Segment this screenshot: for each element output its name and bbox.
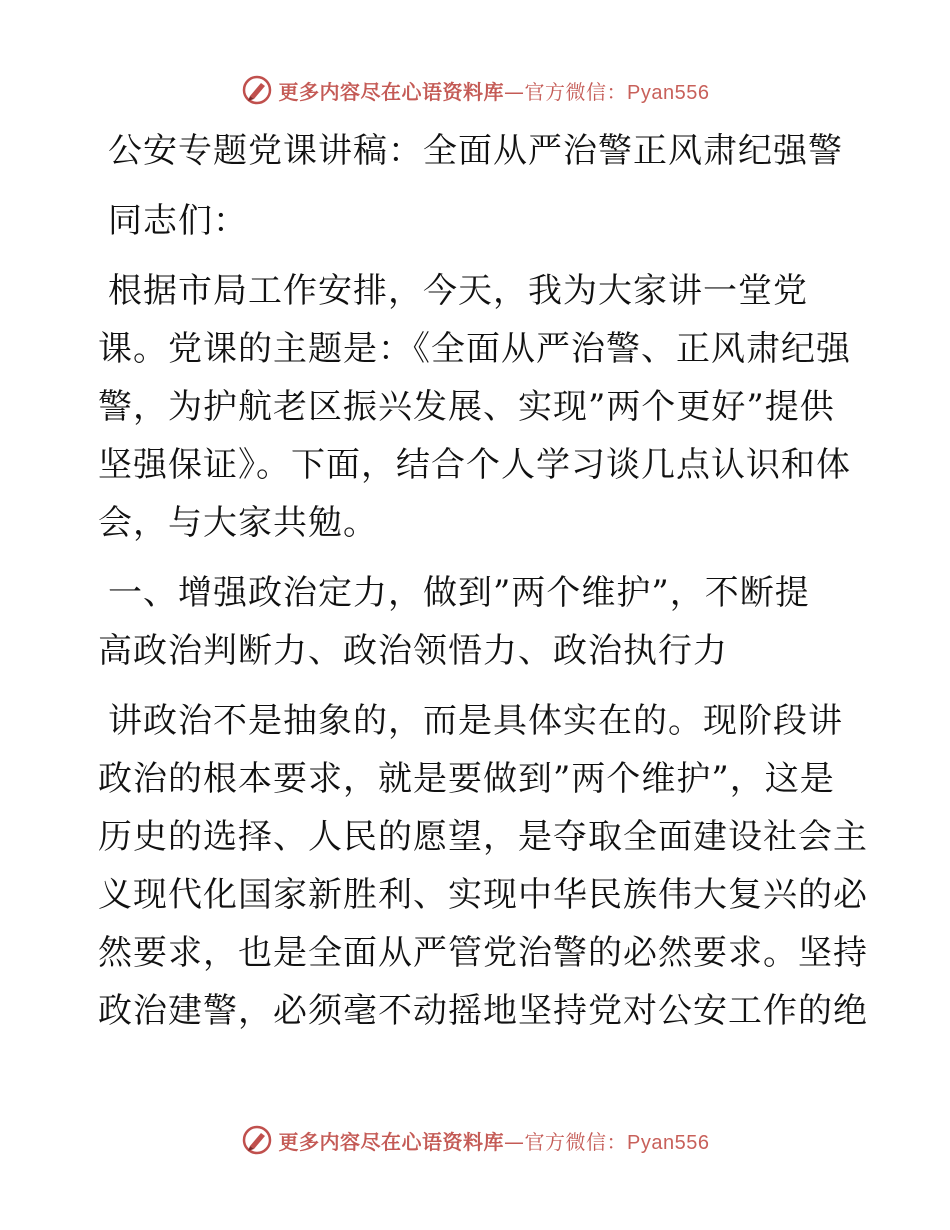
- header-wechat-id: Pyan556: [627, 81, 710, 104]
- heading-line: 一、增强政治定力，做到”两个维护”，不断提: [108, 573, 810, 613]
- paragraph-line: 义现代化国家新胜利、实现中华民族伟大复兴的必: [98, 875, 868, 915]
- paragraph-line: 政治建警，必须毫不动摇地坚持党对公安工作的绝: [98, 991, 868, 1031]
- heading-line: 高政治判断力、政治领悟力、政治执行力: [98, 631, 728, 671]
- paragraph-1: [98, 262, 850, 552]
- salutation: 同志们：: [108, 201, 248, 241]
- paragraph-line: 历史的选择、人民的愿望，是夺取全面建设社会主: [98, 817, 868, 857]
- paragraph-line: 根据市局工作安排，今天，我为大家讲一堂党: [108, 271, 808, 311]
- footer-wechat-label: 官方微信：: [524, 1129, 628, 1154]
- paragraph-line: 课。党课的主题是：《全面从严治警、正风肃纪强: [98, 329, 851, 369]
- paragraph-line: 警，为护航老区振兴发展、实现”两个更好”提供: [98, 387, 835, 427]
- paragraph-line: 会，与大家共勉。: [98, 503, 378, 543]
- footer-banner: [0, 1120, 950, 1160]
- paragraph-line: 然要求，也是全面从严管党治警的必然要求。坚持: [98, 933, 868, 973]
- paragraph-line: 政治的根本要求，就是要做到”两个维护”，这是: [98, 759, 835, 799]
- footer-separator: —: [504, 1129, 525, 1154]
- pen-logo-icon: [241, 1124, 273, 1156]
- document-title: 公安专题党课讲稿：全面从严治警正风肃纪强警: [108, 131, 843, 171]
- paragraph-2: [98, 692, 868, 1040]
- header-banner-text: [279, 76, 710, 105]
- document-body: [98, 122, 868, 1040]
- footer-wechat-id: Pyan556: [627, 1131, 710, 1154]
- header-wechat-label: 官方微信：: [524, 79, 628, 104]
- pen-logo-icon: [241, 74, 273, 106]
- header-separator: —: [504, 79, 525, 104]
- footer-banner-text: [279, 1126, 710, 1155]
- header-brand: 更多内容尽在心语资料库: [278, 79, 505, 104]
- footer-brand: 更多内容尽在心语资料库: [278, 1129, 505, 1154]
- header-banner: [0, 70, 950, 110]
- paragraph-line: 讲政治不是抽象的，而是具体实在的。现阶段讲: [108, 701, 843, 741]
- paragraph-line: 坚强保证》。下面，结合个人学习谈几点认识和体: [98, 445, 851, 485]
- section-heading-1: [98, 564, 850, 680]
